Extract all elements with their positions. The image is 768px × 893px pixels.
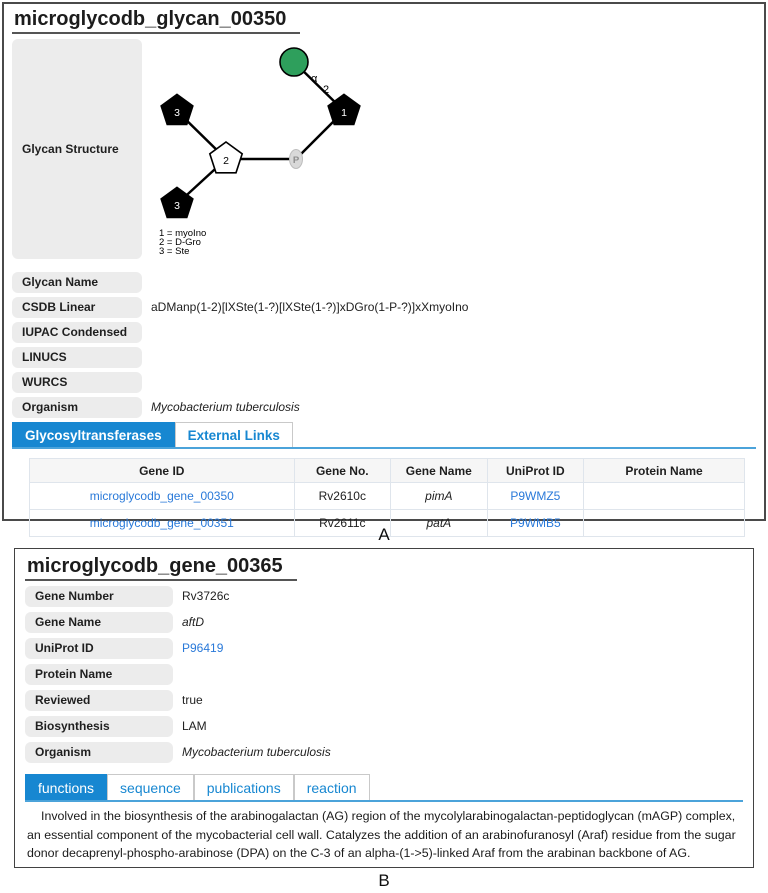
stearate-node-1-label: 3 — [174, 107, 180, 119]
row-label-wurcs: WURCS — [12, 372, 142, 393]
row-label-glycan-name: Glycan Name — [12, 272, 142, 293]
glycan-page-title: microglycodb_glycan_00350 — [12, 7, 300, 34]
inositol-node-label: 1 — [341, 107, 347, 119]
csdb-linear-row — [12, 297, 756, 318]
protein-name-row — [25, 664, 743, 685]
legend-line-1: 1 = myoIno — [159, 228, 207, 239]
biosynthesis-row — [25, 716, 743, 737]
functions-description: Involved in the biosynthesis of the arabinogalactan (AG) region of the mycolylarabinogalactan-peptidoglycan (mAGP) complex, an essential component of the mycobacterial cell wall. Catalyzes the addition of an arabinofuranosyl (Araf) residue from the sugar donor decaprenyl-phospho-arabinose (DPA) on the C-3 of an alpha-(1->5)-linked Araf from the arabinan backbone of AG. — [27, 809, 736, 860]
gene-tab-bar — [25, 774, 743, 802]
stearate-node-2-label: 3 — [174, 200, 180, 212]
gene-number-row — [25, 586, 743, 607]
reviewed-row — [25, 690, 743, 711]
uniprot-id-link[interactable]: P9WMB5 — [509, 516, 561, 530]
glycan-structure-svg — [151, 39, 411, 261]
tab-publications[interactable]: publications — [194, 774, 294, 800]
uniprot-id-row — [25, 638, 743, 659]
glycan-name-row — [12, 272, 756, 293]
row-label-csdb-linear: CSDB Linear — [12, 297, 142, 318]
legend-line-2: 2 = D-Gro — [159, 237, 201, 248]
figure-label-a: A — [378, 525, 390, 544]
tab-functions[interactable]: functions — [25, 774, 107, 800]
table-row — [30, 483, 745, 510]
organism-row — [12, 397, 756, 418]
phosphate-node-label: P — [292, 155, 300, 166]
tab-external-links[interactable]: External Links — [175, 422, 293, 447]
gene-name-cell: pimA — [391, 483, 488, 510]
gene-number-value: Rv3726c — [182, 589, 230, 603]
uniprot-id-link[interactable]: P9WMZ5 — [510, 489, 561, 503]
gene-no-cell: Rv2611c — [294, 510, 391, 537]
table-header-row — [30, 459, 745, 483]
glycan-structure-diagram — [151, 39, 411, 268]
figure-label-b: B — [378, 871, 390, 890]
reviewed-value: true — [182, 693, 203, 707]
column-header-gene-id: Gene ID — [30, 459, 295, 483]
glycan-structure-row — [12, 39, 756, 268]
gene-id-link[interactable]: microglycodb_gene_00350 — [89, 489, 234, 503]
csdb-linear-value: aDManp(1-2)[lXSte(1-?)[lXSte(1-?)]xDGro(1-P-?)]xXmyoIno — [151, 300, 469, 314]
row-label-biosynthesis: Biosynthesis — [25, 716, 173, 737]
column-header-gene-name: Gene Name — [391, 459, 488, 483]
row-label-iupac-condensed: IUPAC Condensed — [12, 322, 142, 343]
row-label-reviewed: Reviewed — [25, 690, 173, 711]
tab-sequence[interactable]: sequence — [107, 774, 194, 800]
organism-value: Mycobacterium tuberculosis — [151, 400, 300, 414]
row-label-organism: Organism — [12, 397, 142, 418]
gene-name-value: aftD — [182, 615, 205, 629]
biosynthesis-value: LAM — [182, 719, 207, 733]
mannose-node — [280, 48, 308, 76]
linkage-position-label: 2 — [323, 84, 330, 96]
row-label-linucs: LINUCS — [12, 347, 142, 368]
gene-detail-panel — [14, 548, 754, 868]
gene-name-cell: patA — [391, 510, 488, 537]
gene-no-cell: Rv2610c — [294, 483, 391, 510]
row-label-gene-number: Gene Number — [25, 586, 173, 607]
glycerol-node-label: 2 — [223, 155, 229, 167]
legend-line-3: 3 = Ste — [159, 246, 190, 257]
wurcs-row — [12, 372, 756, 393]
gene-name-row — [25, 612, 743, 633]
organism-value: Mycobacterium tuberculosis — [182, 745, 331, 759]
row-label-uniprot-id: UniProt ID — [25, 638, 173, 659]
anomeric-label: α — [311, 73, 318, 85]
iupac-condensed-row — [12, 322, 756, 343]
gene-id-link[interactable]: microglycodb_gene_00351 — [89, 516, 234, 530]
linucs-row — [12, 347, 756, 368]
organism-row — [25, 742, 743, 763]
glycan-detail-panel — [2, 2, 766, 530]
column-header-protein-name: Protein Name — [584, 459, 745, 483]
protein-name-cell — [584, 483, 745, 510]
row-label-organism: Organism — [25, 742, 173, 763]
tab-glycosyltransferases[interactable]: Glycosyltransferases — [12, 422, 175, 447]
row-label-glycan-structure: Glycan Structure — [12, 39, 142, 259]
gene-page-title: microglycodb_gene_00365 — [25, 554, 297, 581]
tab-reaction[interactable]: reaction — [294, 774, 370, 800]
uniprot-id-link[interactable]: P96419 — [182, 641, 224, 655]
glycan-tab-bar — [12, 422, 756, 449]
row-label-gene-name: Gene Name — [25, 612, 173, 633]
row-label-protein-name: Protein Name — [25, 664, 173, 685]
column-header-gene-no: Gene No. — [294, 459, 391, 483]
column-header-uniprot-id: UniProt ID — [487, 459, 584, 483]
